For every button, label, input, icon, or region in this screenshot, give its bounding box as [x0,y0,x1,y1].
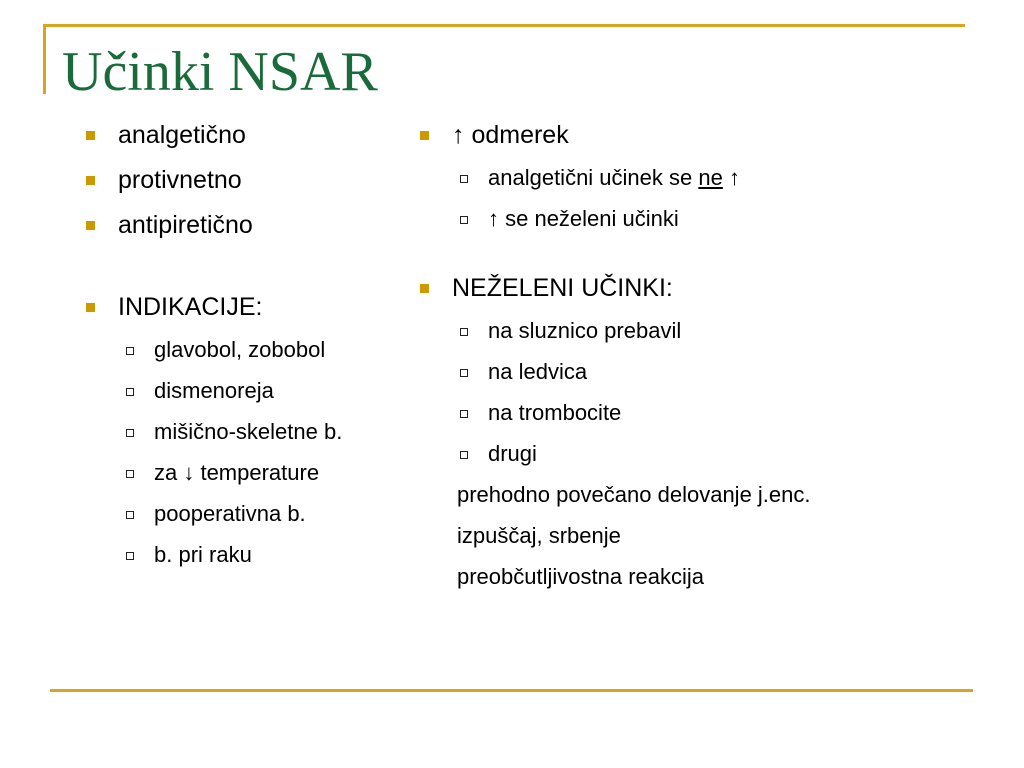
dose-item-arrow: ↑ [722,165,740,190]
indication-item: b. pri raku [86,540,342,570]
right-column [420,118,811,603]
indications-heading: INDIKACIJE: [86,290,342,324]
indication-item: dismenoreja [86,376,342,406]
side-effect-line: izpuščaj, srbenje [457,523,621,548]
indication-item: glavobol, zobobol [86,335,342,365]
side-effect-item: na sluznico prebavil [420,316,811,346]
dose-heading: ↑ odmerek [420,118,811,152]
frame-left-line [43,24,46,94]
side-effect-line: prehodno povečano delovanje j.enc. [457,482,811,507]
side-effect-line: preobčutljivostna reakcija [457,564,705,589]
dose-item [420,163,811,193]
dose-item: ↑ se neželeni učinki [420,204,811,234]
indication-item: mišično-skeletne b. [86,417,342,447]
effect-item: protivnetno [86,163,342,197]
side-effect-item: na trombocite [420,398,811,428]
slide-title: Učinki NSAR [62,41,378,103]
frame-bottom-line [50,689,973,692]
left-column [86,118,342,581]
indication-item: za ↓ temperature [86,458,342,488]
side-effect-item: drugi [420,439,811,469]
underlined-negation: ne [698,165,723,190]
frame-top-line [43,24,965,27]
effect-item: analgetično [86,118,342,152]
indication-item: pooperativna b. [86,499,342,529]
side-effect-item: na ledvica [420,357,811,387]
effect-item: antipiretično [86,208,342,242]
dose-item-text: analgetični učinek se [488,165,699,190]
side-effects-heading: NEŽELENI UČINKI: [420,271,811,305]
